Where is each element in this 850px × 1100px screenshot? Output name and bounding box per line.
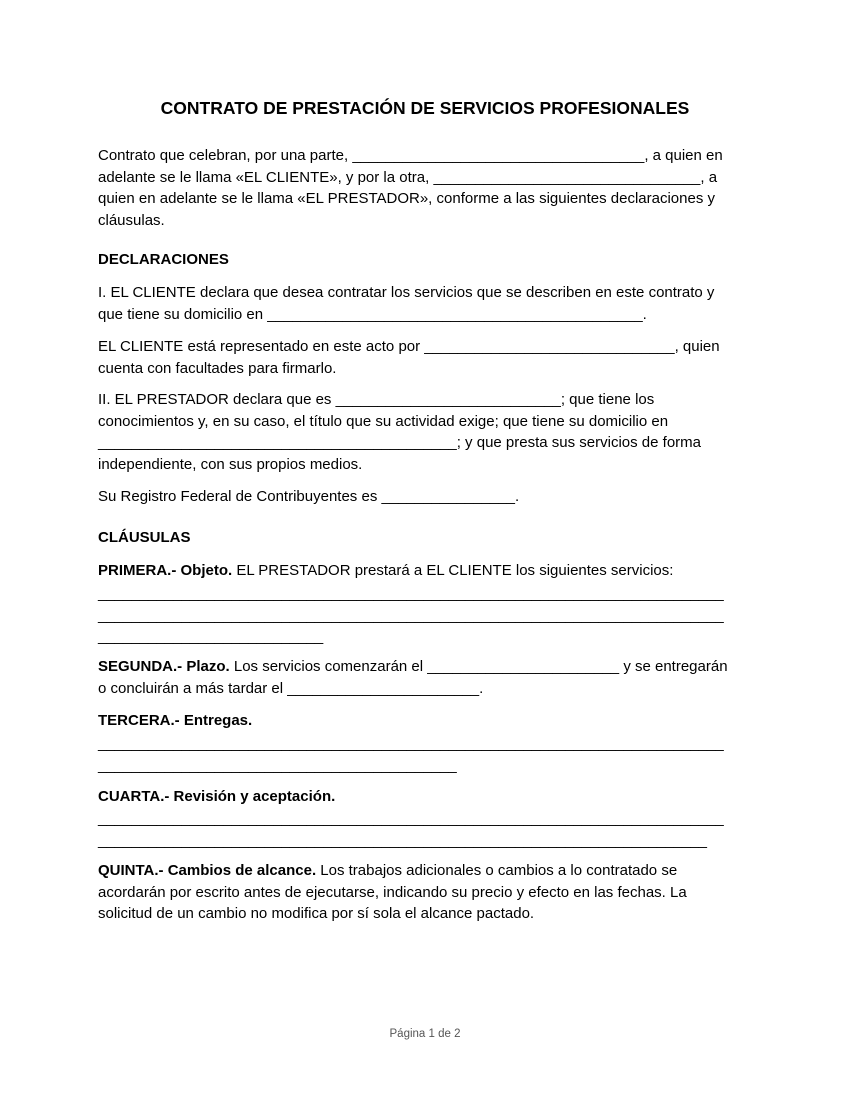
clausula-primera-text: EL PRESTADOR prestará a EL CLIENTE los siguientes servicios: <box>232 562 674 579</box>
clausula-primera-label: PRIMERA.- Objeto. <box>98 562 233 579</box>
clausulas-heading: CLÁUSULAS <box>98 529 191 546</box>
clausula-quinta-label: QUINTA.- Cambios de alcance. <box>98 862 317 879</box>
clausula-quinta-text: Los trabajos adicionales o cambios a lo contratado se acordarán por escrito antes de ejecutarse, indicando su precio y efecto en las fechas. La solicitud de un cambio no modifica por sí sola el alcance pactado. <box>98 862 687 922</box>
clausula-tercera-fill-lines: ___________________________________________________________________________ ___________________________________________ <box>98 735 724 774</box>
declaracion-representante: EL CLIENTE está representado en este acto por ______________________________, quien cuenta con facultades para firmarlo. <box>98 338 720 377</box>
document-title: CONTRATO DE PRESTACIÓN DE SERVICIOS PROFESIONALES <box>160 98 690 118</box>
declaracion-cliente: I. EL CLIENTE declara que desea contratar los servicios que se describen en este contrato y que tiene su domicilio en _____________________________________________. <box>98 284 715 323</box>
clausula-cuarta-fill-lines: ___________________________________________________________________________ _________________________________________________________________________ <box>98 810 724 849</box>
declaracion-rfc: Su Registro Federal de Contribuyentes es ________________. <box>98 488 520 505</box>
intro-paragraph: Contrato que celebran, por una parte, ___________________________________, a quien en adelante se le llama «EL CLIENTE», y por la otra, ________________________________, a quien en adelante se le llama «EL PRESTADOR», conforme a las siguientes declaraciones y cláusulas. <box>98 147 723 229</box>
clausula-quinta <box>98 860 750 925</box>
clausula-segunda <box>98 656 750 699</box>
clausula-segunda-text: Los servicios comenzarán el _______________________ y se entregarán o concluirán a más tardar el _______________________. <box>98 658 728 697</box>
declaraciones-heading: DECLARACIONES <box>98 251 229 268</box>
clausula-primera-fill-lines: ___________________________________________________________________________ ___________________________________________________________________________ ___________________________ <box>98 585 724 645</box>
clausula-primera <box>98 560 750 582</box>
page-number-footer: Página 1 de 2 <box>389 1028 461 1040</box>
clausula-cuarta-label: CUARTA.- Revisión y aceptación. <box>98 788 336 805</box>
clausula-tercera-label: TERCERA.- Entregas. <box>98 712 253 729</box>
declaracion-prestador: II. EL PRESTADOR declara que es ___________________________; que tiene los conocimientos y, en su caso, el título que su actividad exige; que tiene su domicilio en ___________________________________________; y que presta sus servicios de forma independiente, con sus propios medios. <box>98 391 701 473</box>
clausula-segunda-label: SEGUNDA.- Plazo. <box>98 658 230 675</box>
